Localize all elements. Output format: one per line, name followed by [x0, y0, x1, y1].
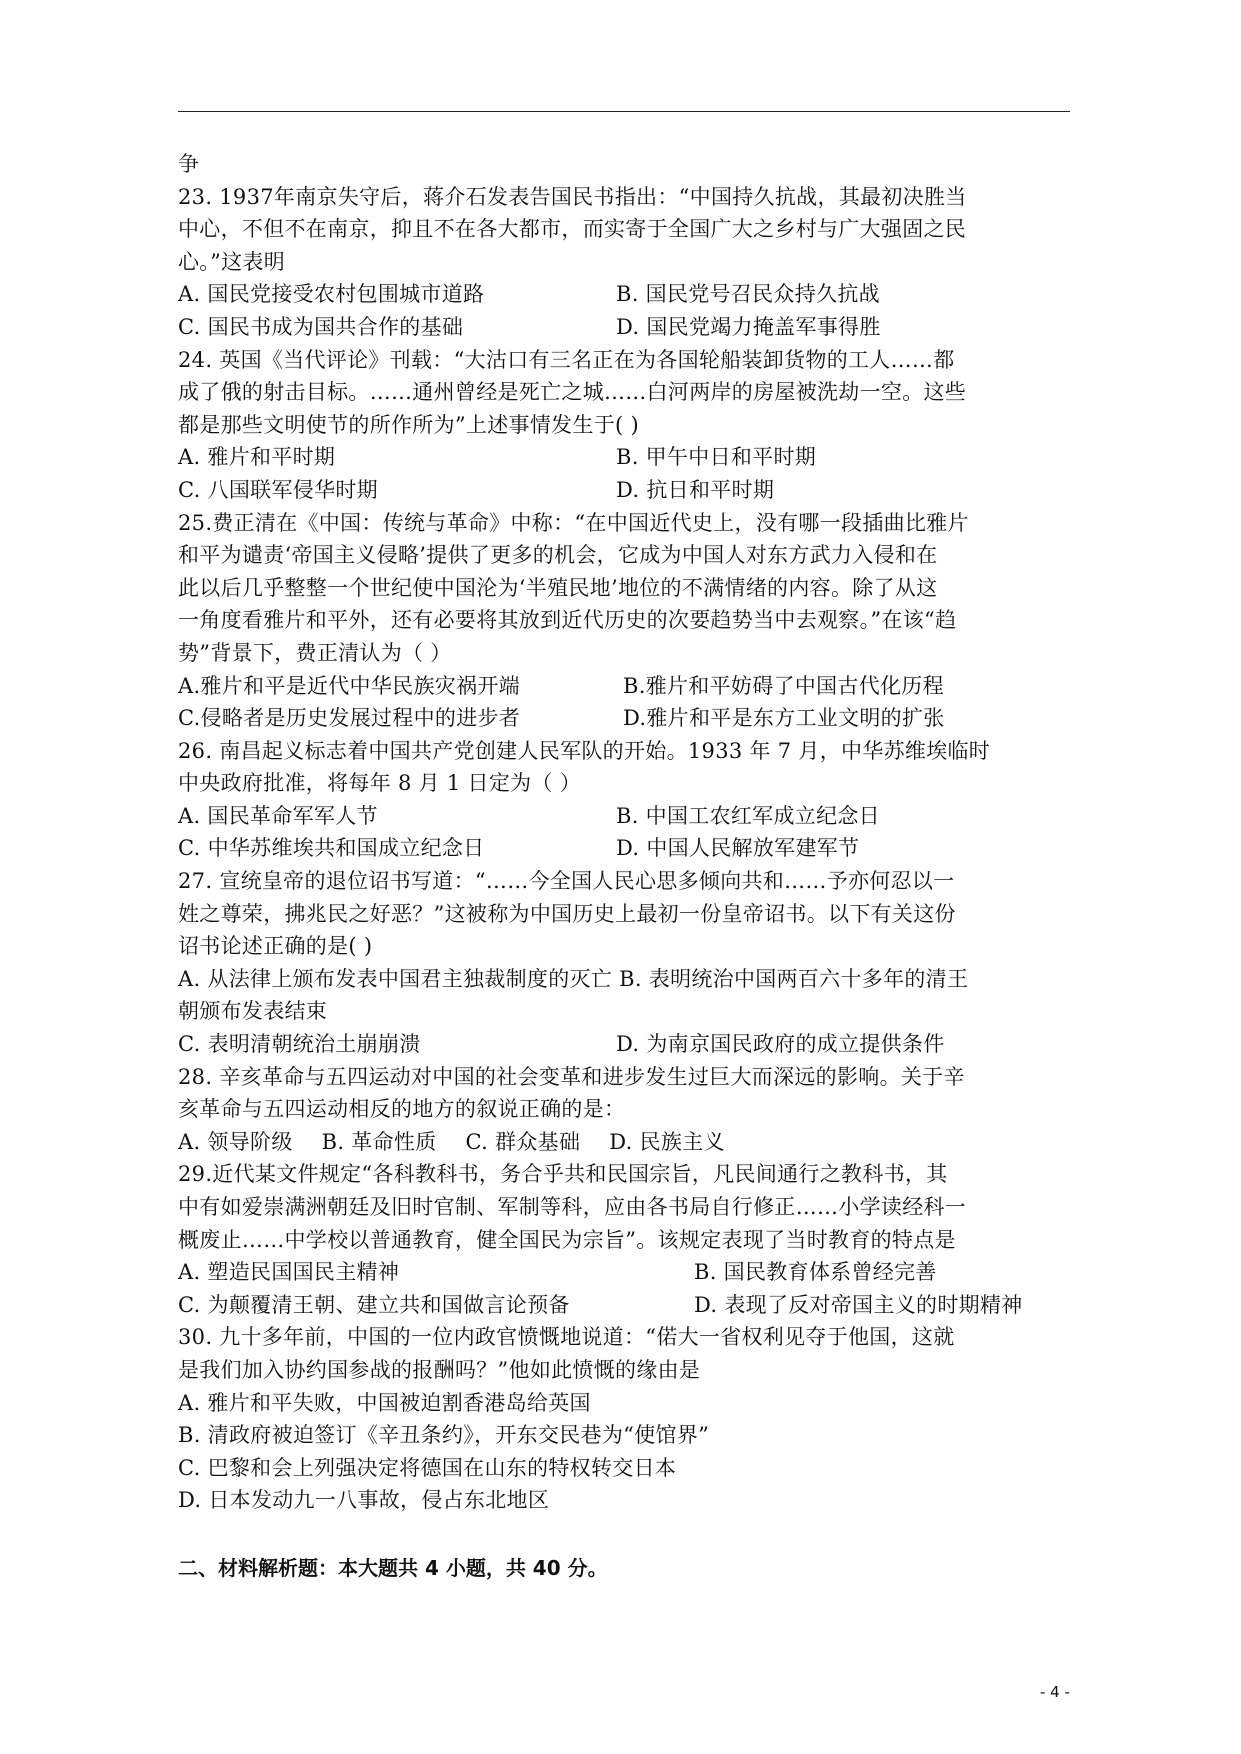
document-body [178, 148, 1108, 1585]
option-b: B. 国民党号召民众持久抗战 [616, 282, 880, 307]
option-a-b-line: A. 从法律上颁布发表中国君主独裁制度的灭亡 B. 表明统治中国两百六十多年的清王 [178, 966, 969, 991]
question-30 [178, 1321, 1108, 1517]
option-c: C. 巴黎和会上列强决定将德国在山东的特权转交日本 [178, 1455, 677, 1480]
question-text-line: 成了俄的射击目标。……通州曾经是死亡之城……白河两岸的房屋被洗劫一空。这些 [178, 380, 967, 405]
option-d: D.雅片和平是东方工业文明的扩张 [623, 706, 945, 731]
question-text-line: 30. 九十多年前，中国的一位内政官愤慨地说道：“偌大一省权利见夺于他国，这就 [178, 1325, 955, 1350]
option-a: A. 雅片和平时期 [178, 445, 336, 470]
option-b: B. 中国工农红军成立纪念日 [616, 803, 880, 828]
question-26 [178, 735, 1108, 865]
option-c: C. 八国联军侵华时期 [178, 477, 378, 502]
option-row [178, 1256, 1108, 1289]
option-d: D. 表现了反对帝国主义的时期精神 [694, 1292, 1023, 1317]
header-rule [178, 111, 1070, 112]
question-27 [178, 865, 1108, 1061]
question-text-line: 概废止……中学校以普通教育，健全国民为宗旨”。该规定表现了当时教育的特点是 [178, 1227, 956, 1252]
question-text-line: 一角度看雅片和平外，还有必要将其放到近代历史的次要趋势当中去观察。”在该“趋 [178, 608, 957, 633]
question-text-line: 诏书论述正确的是( ) [178, 934, 373, 959]
option-d: D. 国民党竭力掩盖军事得胜 [616, 314, 881, 339]
question-text-line: 都是那些文明使节的所作所为”上述事情发生于( ) [178, 412, 639, 437]
question-29 [178, 1158, 1108, 1321]
option-b-continuation: 朝颁布发表结束 [178, 999, 328, 1024]
option-row [178, 670, 1108, 703]
option-a: A. 国民革命军军人节 [178, 803, 378, 828]
option-row [178, 474, 1108, 507]
question-text-line: 是我们加入协约国参战的报酬吗？”他如此愤慨的缘由是 [178, 1357, 701, 1382]
question-text-line: 26. 南昌起义标志着中国共产党创建人民军队的开始。1933 年 7 月，中华苏维埃临时 [178, 738, 991, 763]
option-c: C. 表明清朝统治土崩崩溃 [178, 1032, 421, 1057]
question-text-line: 中央政府批准，将每年 8 月 1 日定为（ ） [178, 771, 581, 796]
question-text-line: 亥革命与五四运动相反的地方的叙说正确的是： [178, 1097, 626, 1122]
question-text-line: 此以后几乎整整一个世纪使中国沦为‘半殖民地’地位的不满情绪的内容。除了从这 [178, 575, 938, 600]
option-d: D. 抗日和平时期 [616, 477, 775, 502]
option-row [178, 311, 1108, 344]
question-text-line: 28. 辛亥革命与五四运动对中国的社会变革和进步发生过巨大而深远的影响。关于辛 [178, 1064, 965, 1089]
option-row [178, 1289, 1108, 1322]
question-text-line: 和平为谴责‘帝国主义侵略’提供了更多的机会，它成为中国人对东方武力入侵和在 [178, 543, 938, 568]
option-b: B.雅片和平妨碍了中国古代化历程 [623, 673, 944, 698]
option-d: D. 中国人民解放军建军节 [616, 836, 860, 861]
option-row [178, 441, 1108, 474]
question-text-line: 姓之尊荣，拂兆民之好恶？”这被称为中国历史上最初一份皇帝诏书。以下有关这份 [178, 901, 956, 926]
option-row [178, 702, 1108, 735]
option-row [178, 832, 1108, 865]
option-d: D. 日本发动九一八事故，侵占东北地区 [178, 1488, 550, 1513]
option-c: C. 中华苏维埃共和国成立纪念日 [178, 836, 485, 861]
question-text-line: 心。”这表明 [178, 249, 286, 274]
question-24 [178, 344, 1108, 507]
continuation-text: 争 [178, 152, 200, 176]
option-row [178, 278, 1108, 311]
question-text-line: 23. 1937年南京失守后，蒋介石发表告国民书指出：“中国持久抗战，其最初决胜当 [178, 184, 967, 209]
option-b: B. 甲午中日和平时期 [616, 445, 817, 470]
option-a: A. 领导阶级 [178, 1129, 293, 1154]
option-row [178, 800, 1108, 833]
question-text-line: 27. 宣统皇帝的退位诏书写道：“……今全国人民心思多倾向共和……予亦何忍以一 [178, 869, 955, 894]
option-c: C.侵略者是历史发展过程中的进步者 [178, 706, 521, 731]
option-b: B. 革命性质 [321, 1129, 437, 1154]
section-spacer [178, 1517, 1108, 1551]
option-c: C. 国民书成为国共合作的基础 [178, 314, 464, 339]
option-row [178, 1126, 1108, 1159]
question-text-line: 29.近代某文件规定“各科教科书，务合乎共和民国宗旨，凡民间通行之教科书，其 [178, 1162, 948, 1187]
question-text-line: 中心，不但不在南京，抑且不在各大都市，而实寄于全国广大之乡村与广大强固之民 [178, 217, 967, 242]
option-a: A. 塑造民国国民主精神 [178, 1260, 400, 1285]
question-text-line: 势”背景下，费正清认为（ ） [178, 640, 452, 665]
page-number: - 4 - [1040, 1683, 1070, 1701]
question-text-line: 25.费正清在《中国：传统与革命》中称：“在中国近代史上，没有哪一段插曲比雅片 [178, 510, 969, 535]
section-2-heading: 二、材料解析题：本大题共 4 小题，共 40 分。 [178, 1555, 608, 1580]
option-a: A.雅片和平是近代中华民族灾祸开端 [178, 673, 520, 698]
option-row [178, 1028, 1108, 1061]
option-c: C. 群众基础 [465, 1129, 581, 1154]
question-28 [178, 1061, 1108, 1159]
question-25 [178, 507, 1108, 735]
option-a: A. 雅片和平失败，中国被迫割香港岛给英国 [178, 1390, 591, 1415]
option-d: D. 为南京国民政府的成立提供条件 [616, 1032, 945, 1057]
question-23 [178, 181, 1108, 344]
option-c: C. 为颠覆清王朝、建立共和国做言论预备 [178, 1292, 570, 1317]
option-a: A. 国民党接受农村包围城市道路 [178, 282, 485, 307]
question-text-line: 24. 英国《当代评论》刊载：“大沽口有三名正在为各国轮船装卸货物的工人……都 [178, 347, 955, 372]
option-d: D. 民族主义 [609, 1129, 725, 1154]
question-text-line: 中有如爱崇满洲朝廷及旧时官制、军制等科，应由各书局自行修正……小学读经科一 [178, 1195, 967, 1219]
option-b: B. 清政府被迫签订《辛丑条约》，开东交民巷为“使馆界” [178, 1423, 710, 1448]
option-b: B. 国民教育体系曾经完善 [694, 1260, 937, 1285]
